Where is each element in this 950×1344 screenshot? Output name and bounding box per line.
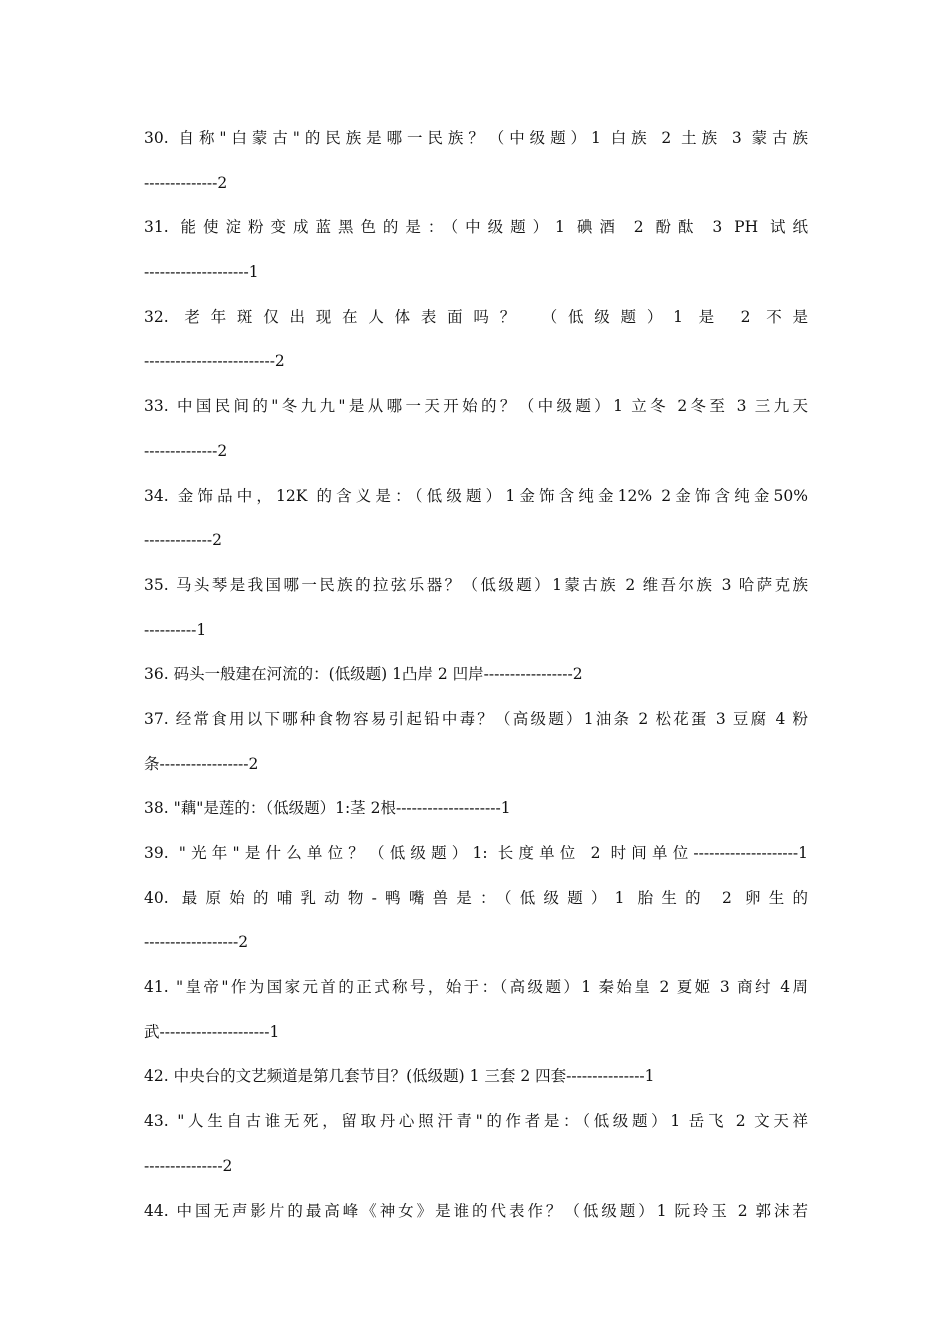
text-line: 43. "人生自古谁无死，留取丹心照汗青"的作者是：（低级题）1 岳飞 2 文天祥 xyxy=(144,1112,808,1131)
text-line: --------------2 xyxy=(144,173,228,192)
text-line: 41. "皇帝"作为国家元首的正式称号，始于：（高级题）1 秦始皇 2 夏姬 3 商纣 4周 xyxy=(144,978,808,997)
text-line: 37. 经常食用以下哪种食物容易引起铅中毒？（高级题）1油条 2 松花蛋 3 豆腐 4 粉 xyxy=(144,709,808,728)
text-line: 35. 马头琴是我国哪一民族的拉弦乐器？（低级题）1蒙古族 2 维吾尔族 3 哈萨克族 xyxy=(144,575,808,594)
text-line: 44. 中国无声影片的最高峰《神女》是谁的代表作？（低级题）1 阮玲玉 2 郭沫若 xyxy=(144,1201,808,1220)
text-line: -------------2 xyxy=(144,531,222,550)
text-line: 31. 能使淀粉变成蓝黑色的是：（中级题）1 碘酒 2 酚酞 3 PH 试纸 xyxy=(144,218,808,237)
text-line: 30. 自称"白蒙古"的民族是哪一民族？（中级题）1 白族 2 土族 3 蒙古族 xyxy=(144,129,808,147)
text-line: ---------------2 xyxy=(144,1156,233,1175)
text-line: 武---------------------1 xyxy=(144,1022,280,1041)
text-line: --------------------1 xyxy=(144,263,259,282)
text-line: 42. 中央台的文艺频道是第几套节目？(低级题) 1 三套 2 四套---------------1 xyxy=(144,1067,655,1086)
text-line: --------------2 xyxy=(144,441,228,460)
text-line: ------------------2 xyxy=(144,933,249,952)
text-line: 33. 中国民间的"冬九九"是从哪一天开始的？（中级题）1 立冬 2冬至 3 三九天 xyxy=(144,397,808,416)
text-line: 32. 老年斑仅出现在人体表面吗？ （低级题）1 是 2 不是 xyxy=(144,307,808,326)
text-line: 34. 金饰品中，12K 的含义是：（低级题）1金饰含纯金12% 2金饰含纯金50% xyxy=(144,486,808,505)
quiz-question-list xyxy=(144,124,808,1241)
text-line: 39. "光年"是什么单位？（低级题）1: 长度单位 2 时间单位--------------------1 xyxy=(144,844,808,862)
text-line: -------------------------2 xyxy=(144,352,285,371)
text-line: 38. "藕"是莲的：（低级题）1:茎 2根--------------------1 xyxy=(144,799,511,818)
text-line: 条-----------------2 xyxy=(144,754,259,773)
text-line: 40. 最原始的哺乳动物-鸭嘴兽是：（低级题）1 胎生的 2 卵生的 xyxy=(144,888,808,907)
text-line: 36. 码头一般建在河流的：(低级题) 1凸岸 2 凹岸-----------------2 xyxy=(144,665,583,684)
text-line: ----------1 xyxy=(144,620,207,639)
